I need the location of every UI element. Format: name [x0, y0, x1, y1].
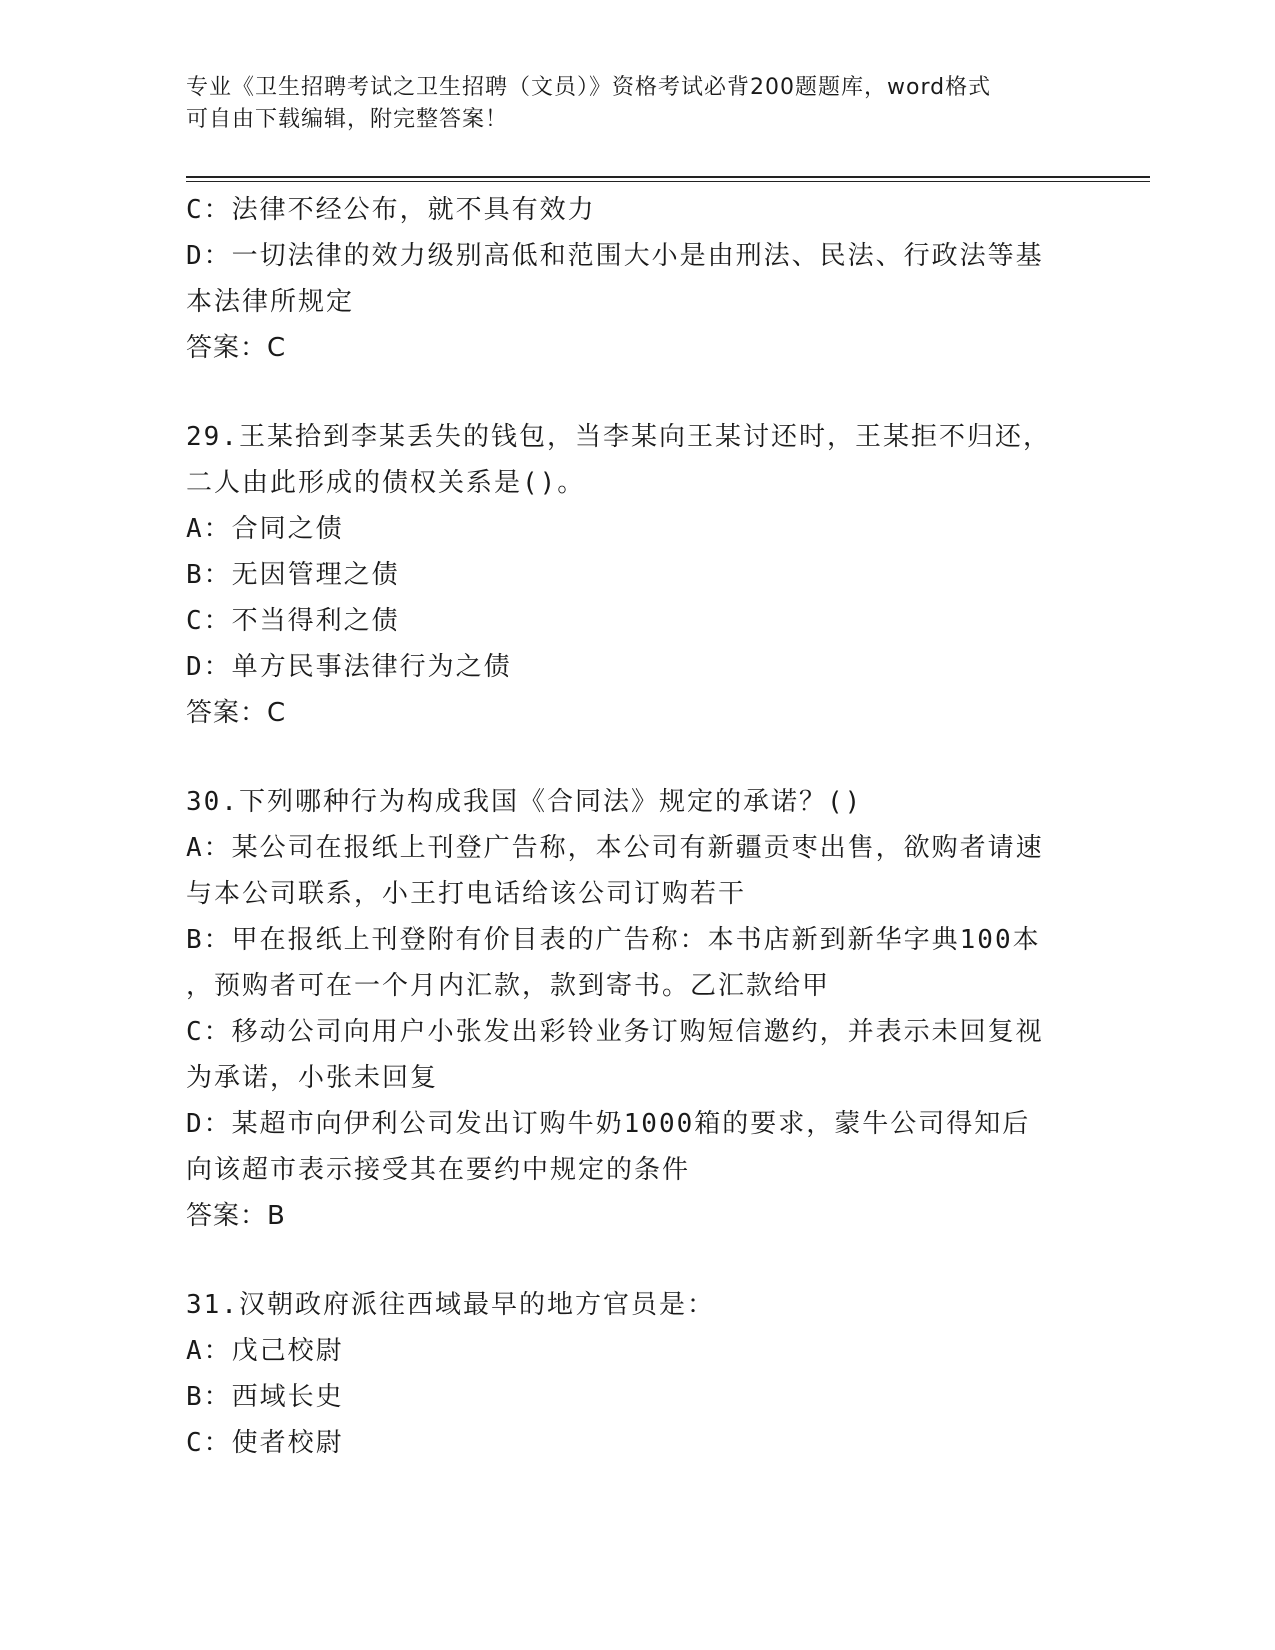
option-c: C：法律不经公布，就不具有效力 — [186, 195, 596, 225]
question-block-28-tail — [186, 187, 1086, 371]
option-d-continued: 本法律所规定 — [186, 287, 355, 317]
header-divider-thin — [186, 181, 1150, 182]
question-stem: 29.王某拾到李某丢失的钱包，当李某向王某讨还时，王某拒不归还， — [186, 422, 1051, 452]
header-line-1: 专业《卫生招聘考试之卫生招聘（文员）》资格考试必背200题题库，word格式 — [186, 75, 992, 100]
option-c: C：移动公司向用户小张发出彩铃业务订购短信邀约，并表示未回复视 — [186, 1017, 1044, 1047]
option-a-continued: 与本公司联系，小王打电话给该公司订购若干 — [186, 879, 747, 909]
option-b-continued: ，预购者可在一个月内汇款，款到寄书。乙汇款给甲 — [186, 971, 831, 1001]
question-block-31 — [186, 1282, 1086, 1466]
option-b: B：甲在报纸上刊登附有价目表的广告称：本书店新到新华字典100本 — [186, 925, 1041, 955]
option-c-continued: 为承诺，小张未回复 — [186, 1063, 439, 1093]
option-a: A：某公司在报纸上刊登广告称，本公司有新疆贡枣出售，欲购者请速 — [186, 833, 1044, 863]
question-block-29 — [186, 414, 1086, 736]
document-header — [186, 72, 1086, 136]
option-b: B：西域长史 — [186, 1382, 344, 1412]
question-block-30 — [186, 779, 1086, 1239]
answer-line: 答案：C — [186, 698, 287, 728]
option-d: D：单方民事法律行为之债 — [186, 652, 512, 682]
option-a: A：戊己校尉 — [186, 1336, 344, 1366]
question-stem: 30.下列哪种行为构成我国《合同法》规定的承诺？() — [186, 787, 863, 817]
header-divider-thick — [186, 176, 1150, 178]
document-body — [186, 187, 1086, 1466]
option-c: C：不当得利之债 — [186, 606, 400, 636]
option-d: D：一切法律的效力级别高低和范围大小是由刑法、民法、行政法等基 — [186, 241, 1044, 271]
question-stem: 31.汉朝政府派往西域最早的地方官员是： — [186, 1290, 715, 1320]
answer-line: 答案：C — [186, 333, 287, 363]
option-d: D：某超市向伊利公司发出订购牛奶1000箱的要求，蒙牛公司得知后 — [186, 1109, 1031, 1139]
header-line-2: 可自由下载编辑，附完整答案！ — [186, 107, 509, 132]
option-c: C：使者校尉 — [186, 1428, 344, 1458]
option-d-continued: 向该超市表示接受其在要约中规定的条件 — [186, 1155, 691, 1185]
option-b: B：无因管理之债 — [186, 560, 400, 590]
answer-line: 答案：B — [186, 1201, 286, 1231]
question-stem-continued: 二人由此形成的债权关系是()。 — [186, 468, 586, 498]
option-a: A：合同之债 — [186, 514, 344, 544]
